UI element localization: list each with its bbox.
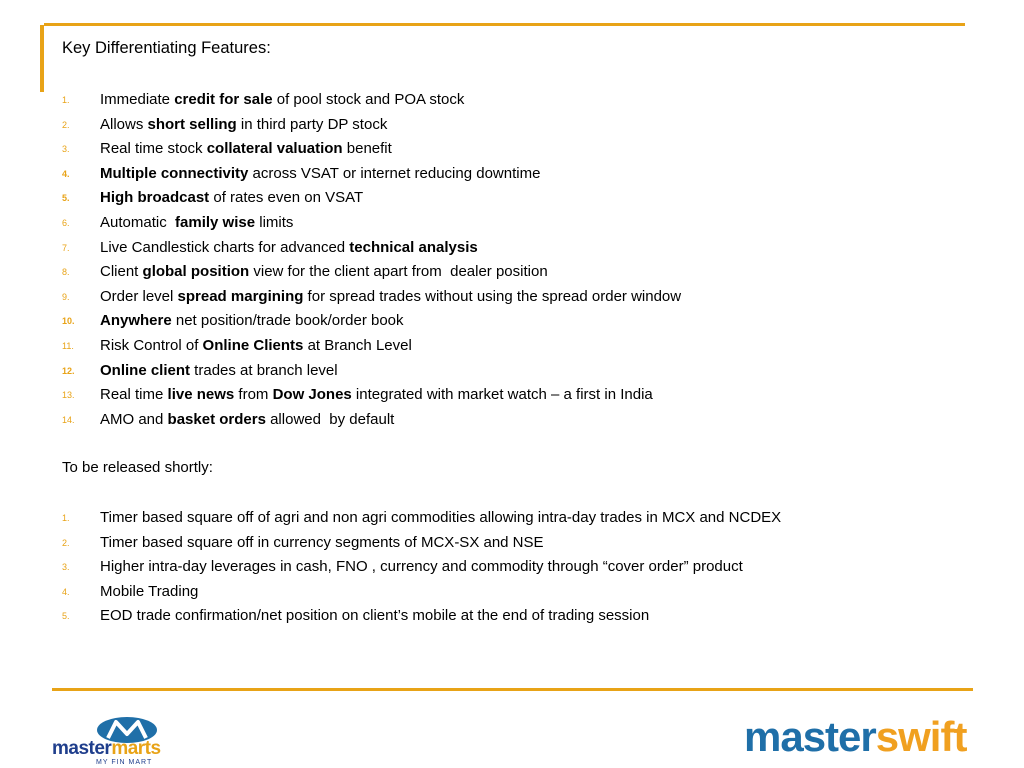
mastermarts-logo xyxy=(52,716,204,768)
upcoming-text: Timer based square off of agri and non agri commodities allowing intra-day trades in MCX and NCDEX xyxy=(100,509,782,526)
feature-text: Immediate xyxy=(100,91,175,108)
feature-item xyxy=(62,385,681,410)
feature-text: AMO and xyxy=(100,410,168,428)
feature-item xyxy=(62,238,681,263)
list-number: 1. xyxy=(62,95,70,105)
feature-text: Risk Control of xyxy=(100,336,203,354)
feature-highlight: Online client xyxy=(100,361,191,379)
feature-highlight: Dow Jones xyxy=(272,386,352,404)
feature-text: of pool stock and POA stock xyxy=(272,91,465,108)
mastermarts-wordmark xyxy=(52,738,161,760)
upcoming-item xyxy=(62,582,781,607)
upcoming-item xyxy=(62,606,781,631)
feature-text: in third party DP stock xyxy=(236,115,388,133)
upcoming-item xyxy=(62,508,781,533)
list-number: 2. xyxy=(62,119,70,130)
masterswift-word-part1: master xyxy=(744,713,876,760)
feature-text: integrated with market watch – a first in India xyxy=(351,386,653,404)
feature-item xyxy=(62,213,681,238)
list-number: 13. xyxy=(62,390,75,401)
list-number: 1. xyxy=(62,513,70,523)
upcoming-item xyxy=(62,533,781,558)
mastermarts-word-part2: marts xyxy=(111,738,161,759)
feature-item xyxy=(62,90,681,115)
list-number: 6. xyxy=(62,217,70,228)
list-number: 10. xyxy=(62,316,75,327)
feature-item xyxy=(62,361,681,386)
feature-item xyxy=(62,164,681,189)
feature-highlight: short selling xyxy=(147,115,237,133)
page-title: Key Differentiating Features: xyxy=(62,39,271,57)
feature-highlight: Online Clients xyxy=(202,336,304,354)
feature-text: Client xyxy=(100,263,143,281)
features-list xyxy=(62,90,681,434)
list-number: 7. xyxy=(62,242,70,253)
list-number: 11. xyxy=(62,340,74,351)
feature-text: Real time xyxy=(100,386,168,404)
mastermarts-tagline: MY FIN MART xyxy=(96,759,153,766)
mastermarts-word-part1: master xyxy=(52,738,112,759)
feature-text: across VSAT or internet reducing downtime xyxy=(248,164,541,182)
feature-item xyxy=(62,262,681,287)
list-number: 5. xyxy=(62,611,70,622)
upcoming-item xyxy=(62,557,781,582)
feature-text: of rates even on VSAT xyxy=(209,189,364,207)
feature-highlight: Anywhere xyxy=(100,312,172,330)
feature-text: Order level xyxy=(100,287,178,305)
list-number: 3. xyxy=(62,562,70,573)
accent-bar-vertical xyxy=(40,25,44,92)
feature-text: limits xyxy=(255,213,294,231)
feature-highlight: basket orders xyxy=(167,410,266,428)
feature-text: Real time stock xyxy=(100,140,207,158)
feature-item xyxy=(62,410,681,435)
feature-highlight: family wise xyxy=(175,213,256,231)
upcoming-text: Timer based square off in currency segments of MCX-SX and NSE xyxy=(100,533,544,551)
feature-text: Live Candlestick charts for advanced xyxy=(100,238,350,256)
feature-text: for spread trades without using the spread order window xyxy=(303,287,682,305)
list-number: 5. xyxy=(62,193,70,204)
list-number: 4. xyxy=(62,168,70,179)
accent-rule-bottom xyxy=(52,688,973,691)
feature-highlight: High broadcast xyxy=(100,189,210,207)
list-number: 12. xyxy=(62,365,75,376)
feature-item xyxy=(62,188,681,213)
feature-item xyxy=(62,287,681,312)
feature-highlight: global position xyxy=(142,263,250,281)
upcoming-heading: To be released shortly: xyxy=(62,459,213,476)
feature-text: Allows xyxy=(100,115,148,133)
list-number: 9. xyxy=(62,291,70,302)
feature-item xyxy=(62,115,681,140)
upcoming-text: Higher intra-day leverages in cash, FNO , currency and commodity through “cover order” product xyxy=(100,558,743,576)
feature-highlight: spread margining xyxy=(177,287,304,305)
feature-highlight: credit for sale xyxy=(174,91,273,108)
upcoming-list xyxy=(62,508,781,631)
feature-text: net position/trade book/order book xyxy=(171,312,404,330)
list-number: 14. xyxy=(62,414,75,425)
feature-text: from xyxy=(234,386,273,404)
list-number: 3. xyxy=(62,144,70,155)
list-number: 2. xyxy=(62,537,70,548)
list-number: 4. xyxy=(62,586,70,597)
feature-text: trades at branch level xyxy=(190,361,338,379)
feature-highlight: collateral valuation xyxy=(206,140,343,158)
feature-item xyxy=(62,311,681,336)
feature-highlight: live news xyxy=(167,386,235,404)
feature-text: Automatic xyxy=(100,213,176,231)
list-number: 8. xyxy=(62,267,70,278)
feature-text: benefit xyxy=(342,140,392,158)
feature-item xyxy=(62,139,681,164)
feature-text: allowed by default xyxy=(265,410,395,428)
feature-highlight: technical analysis xyxy=(349,238,478,256)
upcoming-text: Mobile Trading xyxy=(100,582,199,600)
upcoming-text: EOD trade confirmation/net position on client’s mobile at the end of trading session xyxy=(100,607,650,625)
masterswift-logo xyxy=(744,712,966,762)
feature-highlight: Multiple connectivity xyxy=(100,164,249,182)
masterswift-word-part2: swift xyxy=(875,713,967,760)
accent-rule-top xyxy=(44,23,965,26)
feature-text: view for the client apart from dealer position xyxy=(249,263,548,281)
feature-item xyxy=(62,336,681,361)
feature-text: at Branch Level xyxy=(303,336,412,354)
